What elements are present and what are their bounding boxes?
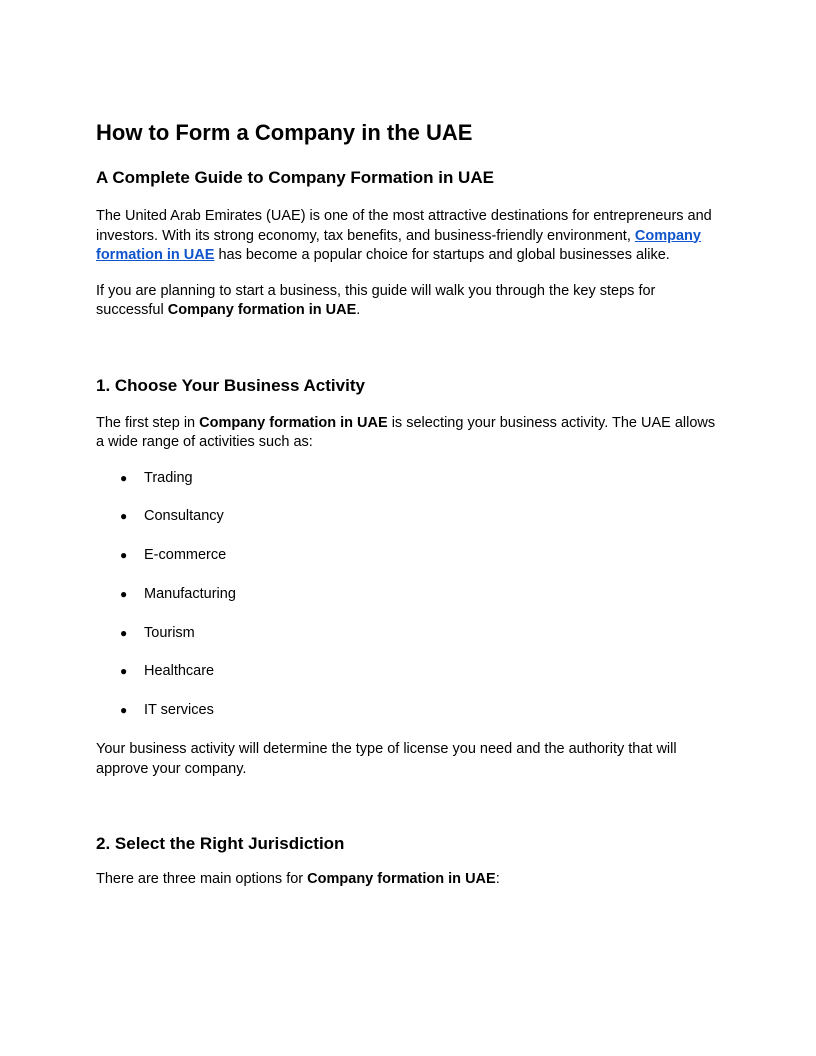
section1-bold-phrase: Company formation in UAE [199, 414, 388, 431]
bullet-icon: ● [120, 664, 128, 679]
activity-label: Consultancy [144, 508, 224, 525]
intro-text-end: has become a popular choice for startups and global businesses alike. [214, 247, 670, 263]
activity-list-item [96, 585, 726, 605]
activity-list-item [96, 624, 726, 644]
section2-heading: 2. Select the Right Jurisdiction [96, 834, 345, 854]
bullet-icon: ● [120, 703, 128, 718]
bullet-icon: ● [120, 625, 128, 640]
section2-intro-end: : [495, 871, 500, 888]
bullet-icon: ● [120, 509, 128, 524]
activity-label: E-commerce [144, 547, 227, 564]
activity-list-item [96, 507, 726, 527]
activity-label: Trading [144, 469, 193, 486]
section1-intro-end: is selecting your business activity. The UAE allows a wide range of activities such as: [96, 414, 716, 450]
bullet-icon: ● [120, 548, 128, 563]
section2-intro-start: There are three main options for [96, 871, 308, 888]
section2-intro [96, 870, 726, 890]
section1-intro [96, 414, 726, 453]
document-page [96, 118, 726, 890]
guide-text-start: If you are planning to start a business, this guide will walk you through the key steps for successful [96, 282, 656, 318]
company-formation-link[interactable]: Company formation in UAE [96, 227, 701, 263]
guide-text-end: . [356, 302, 361, 318]
activity-label: IT services [144, 702, 214, 719]
section1-intro-start: The first step in [96, 414, 200, 431]
activity-list-item [96, 469, 726, 489]
document-title: How to Form a Company in the UAE [96, 120, 473, 145]
bullet-icon: ● [120, 470, 128, 485]
activity-list-item [96, 701, 726, 721]
guide-paragraph [96, 282, 726, 321]
activity-list-item [96, 662, 726, 682]
activity-list-item [96, 546, 726, 566]
activity-label: Tourism [144, 624, 195, 641]
document-subtitle: A Complete Guide to Company Formation in UAE [96, 168, 494, 187]
intro-text-start: The United Arab Emirates (UAE) is one of the most attractive destinations for entrepreneurs and investors. With its strong economy, tax benefits, and business-friendly environment, [96, 208, 712, 244]
activity-label: Healthcare [144, 663, 215, 680]
intro-paragraph [96, 207, 726, 266]
section1-heading: 1. Choose Your Business Activity [96, 375, 365, 395]
activity-list [96, 469, 726, 721]
section2-bold-phrase: Company formation in UAE [307, 871, 496, 888]
activity-label: Manufacturing [144, 585, 236, 602]
guide-bold-phrase: Company formation in UAE [167, 302, 357, 318]
bullet-icon: ● [120, 586, 128, 601]
section1-closing: Your business activity will determine the type of license you need and the authority that will approve your company. [96, 741, 677, 777]
